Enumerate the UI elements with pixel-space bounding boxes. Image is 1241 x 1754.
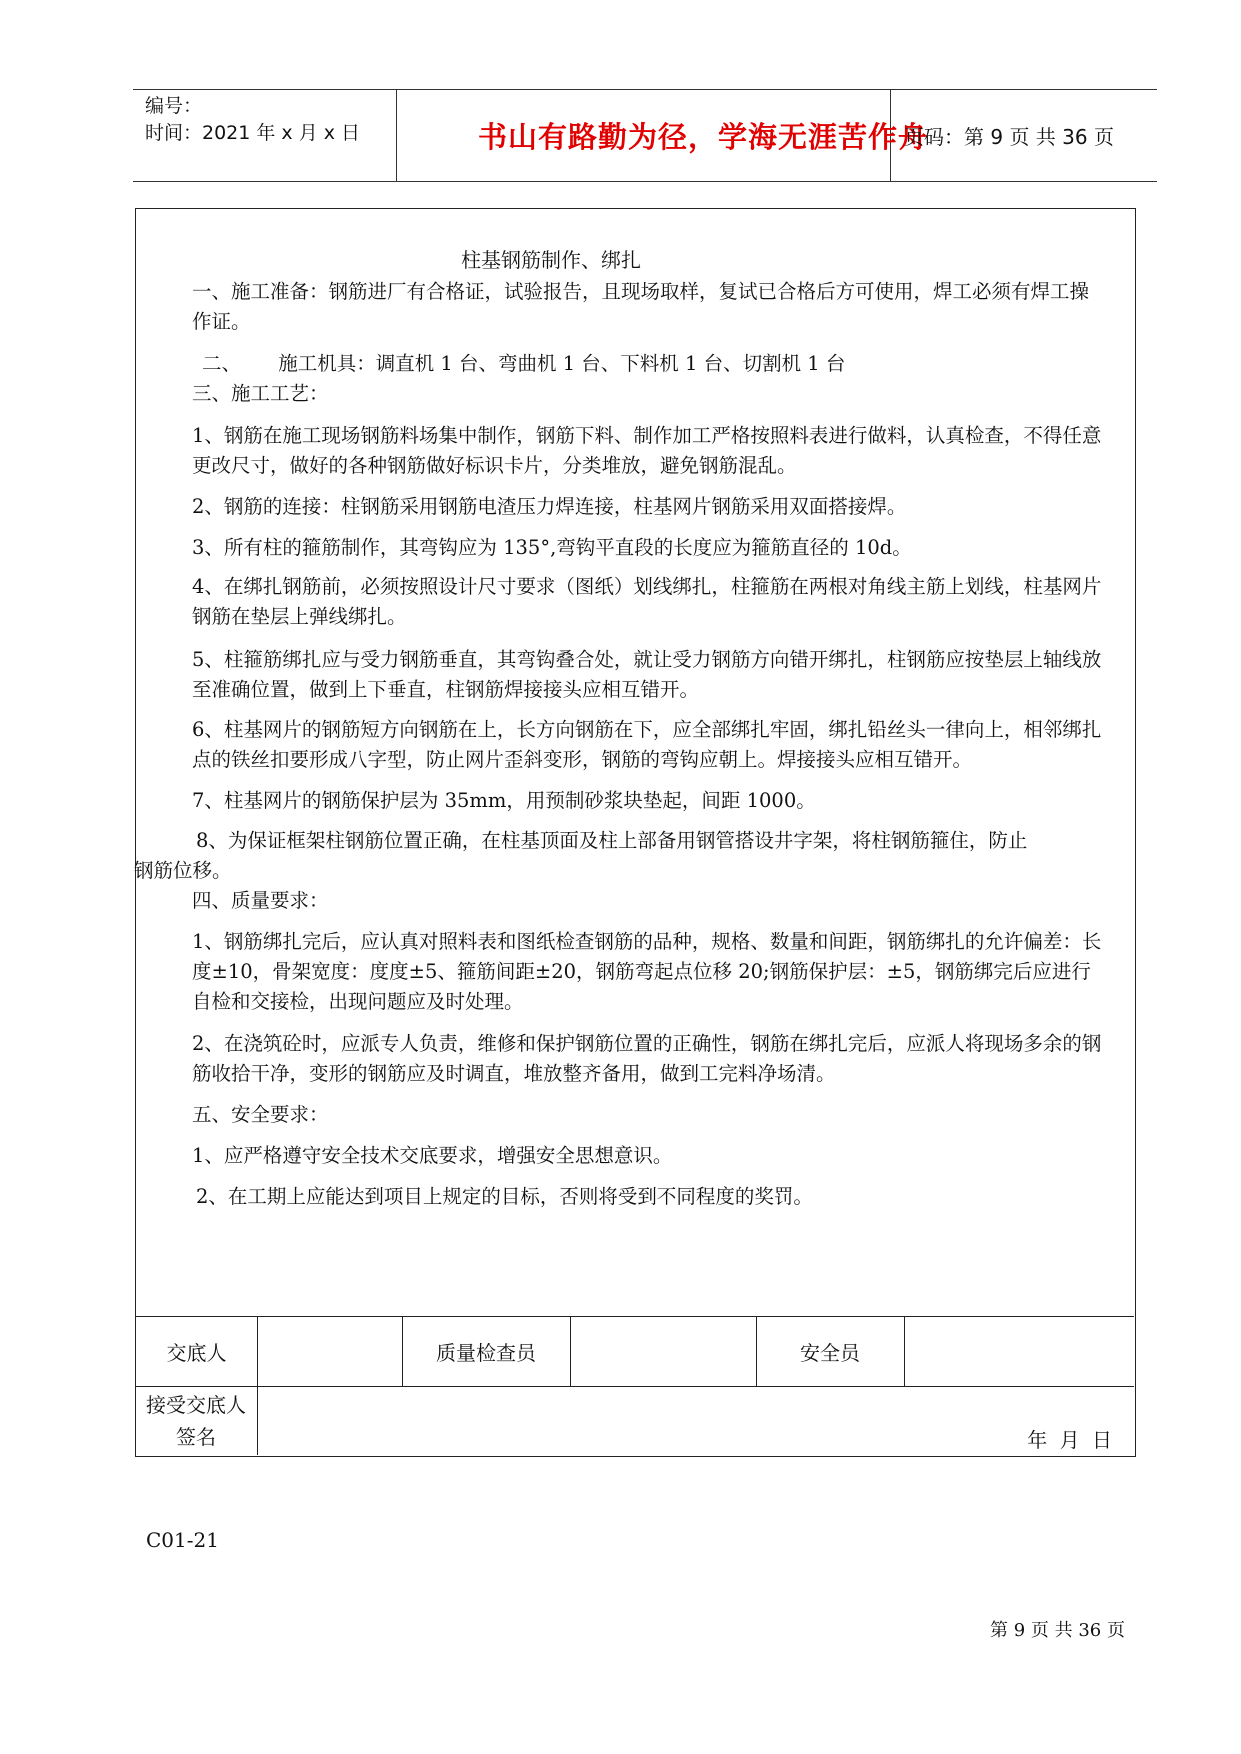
sign-date-label: 年 月 日 — [1027, 1428, 1112, 1452]
qc-inspector-label: 质量检查员 — [436, 1340, 536, 1365]
process-item: 4、在绑扎钢筋前，必须按照设计尺寸要求（图纸）划线绑扎，柱箍筋在两根对角线主筋上划线，柱基网片钢筋在垫层上弹线绑扎。 — [192, 575, 1102, 628]
handover-label: 交底人 — [166, 1340, 227, 1365]
safety-item: 2、在工期上应能达到项目上规定的目标，否则将受到不同程度的奖罚。 — [196, 1185, 813, 1208]
time-label: 时间：2021 年 x 月 x 日 — [145, 122, 361, 144]
header-page-code: 页码：第 9 页 共 36 页 — [904, 124, 1114, 149]
page-footer: 第 9 页 共 36 页 — [990, 1620, 1125, 1641]
safety-item: 1、应严格遵守安全技术交底要求，增强安全思想意识。 — [192, 1144, 673, 1167]
process-item: 5、柱箍筋绑扎应与受力钢筋垂直，其弯钩叠合处，就让受力钢筋方向错开绑扎，柱钢筋应按垫层上轴线放至准确位置，做到上下垂直，柱钢筋焊接接头应相互错开。 — [192, 648, 1102, 701]
header-bottom-rule — [133, 181, 1157, 182]
handover-signature-field[interactable] — [259, 1320, 399, 1382]
cell-divider — [257, 1316, 258, 1386]
process-item: 7、柱基网片的钢筋保护层为 35mm，用预制砂浆块垫起，间距 1000。 — [192, 789, 816, 812]
handover-form — [135, 208, 1136, 1457]
safety-officer-label: 安全员 — [800, 1340, 860, 1365]
process-item: 8、为保证框架柱钢筋位置正确，在柱基顶面及柱上部备用钢管搭设井字架，将柱钢筋箍住，防止 — [196, 829, 1028, 852]
page-header — [133, 89, 1157, 181]
qc-inspector-signature-field[interactable] — [572, 1320, 752, 1382]
quality-item: 1、钢筋绑扎完后，应认真对照料表和图纸检查钢筋的品种，规格、数量和间距，钢筋绑扎的允许偏差：长度±10，骨架宽度：度度±5、箍筋间距±20，钢筋弯起点位移 20;钢筋保护层：±5，钢筋绑完后应进行自检和交接检，出现问题应及时处理。 — [192, 930, 1102, 1013]
header-meta — [145, 93, 385, 147]
section-preparation: 一、施工准备：钢筋进厂有合格证，试验报告，且现场取样，复试已合格后方可使用，焊工必须有焊工操作证。 — [192, 280, 1090, 333]
receiver-label: 接受交底人签名 — [146, 1392, 246, 1449]
cell-divider — [257, 1386, 258, 1455]
cell-divider — [904, 1316, 905, 1386]
receiver-row — [136, 1386, 1134, 1455]
process-item-continued: 钢筋位移。 — [134, 859, 232, 882]
process-item: 6、柱基网片的钢筋短方向钢筋在上，长方向钢筋在下，应全部绑扎牢固，绑扎铅丝头一律向上，相邻绑扎点的铁丝扣要形成八字型，防止网片歪斜变形，钢筋的弯钩应朝上。焊接接头应相互错开。 — [192, 718, 1102, 771]
form-code: C01-21 — [146, 1528, 219, 1552]
document-title: 柱基钢筋制作、绑扎 — [461, 248, 641, 272]
signature-row — [136, 1316, 1134, 1387]
header-motto: 书山有路勤为径，学海无涯苦作舟 — [477, 119, 928, 154]
process-item: 1、钢筋在施工现场钢筋料场集中制作，钢筋下料、制作加工严格按照料表进行做料，认真检查，不得任意更改尺寸，做好的各种钢筋做好标识卡片，分类堆放，避免钢筋混乱。 — [192, 424, 1102, 477]
section-quality-heading: 四、质量要求： — [192, 889, 329, 912]
receiver-signature-field[interactable] — [259, 1390, 959, 1450]
safety-officer-signature-field[interactable] — [906, 1320, 1130, 1382]
process-item: 3、所有柱的箍筋制作，其弯钩应为 135°,弯钩平直段的长度应为箍筋直径的 10d。 — [192, 536, 912, 559]
form-content — [136, 209, 1134, 1317]
number-label: 编号： — [145, 95, 203, 117]
quality-item: 2、在浇筑砼时，应派专人负责，维修和保护钢筋位置的正确性，钢筋在绑扎完后，应派人将现场多余的钢筋收拾干净，变形的钢筋应及时调直，堆放整齐备用，做到工完料净场清。 — [192, 1032, 1102, 1085]
section-process-heading: 三、施工工艺： — [192, 382, 329, 405]
section-safety-heading: 五、安全要求： — [192, 1103, 329, 1126]
process-item: 2、钢筋的连接：柱钢筋采用钢筋电渣压力焊连接，柱基网片钢筋采用双面搭接焊。 — [192, 495, 907, 518]
cell-divider — [570, 1316, 571, 1386]
section-equipment: 二、 施工机具：调直机 1 台、弯曲机 1 台、下料机 1 台、切割机 1 台 — [202, 352, 846, 375]
